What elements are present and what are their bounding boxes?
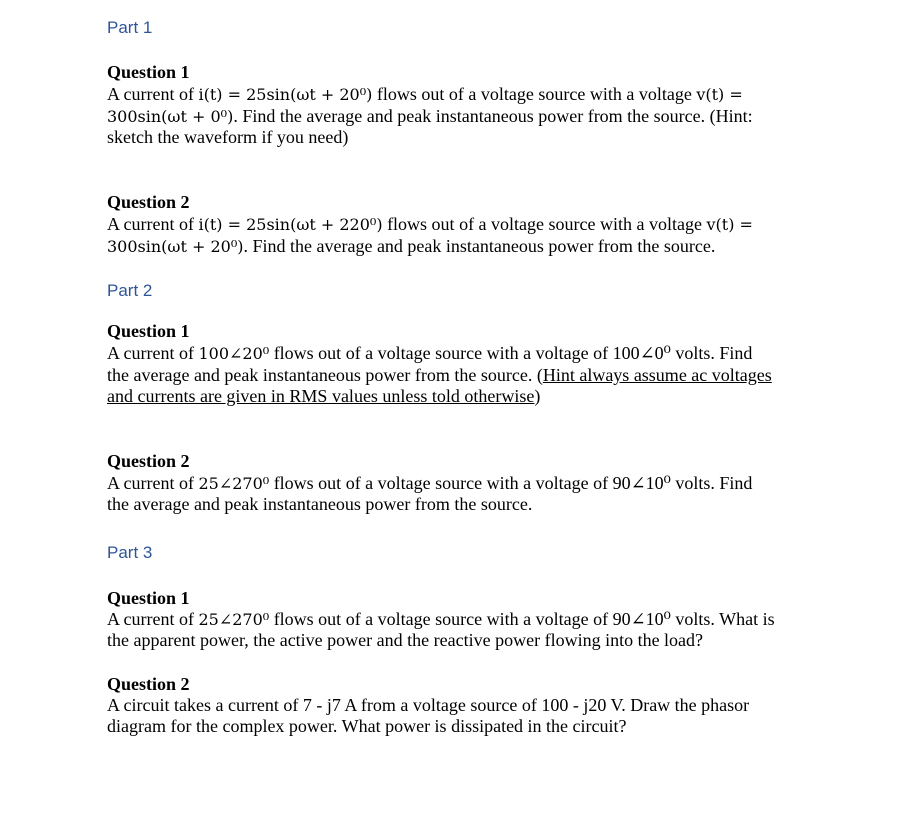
- part-3-question-2-title: Question 2: [107, 674, 190, 694]
- part-1-question-1-line-1: A current of i(t) = 25sin(ωt + 20⁰) flows out of a voltage source with a voltage v(t) =: [107, 84, 743, 104]
- part-2-question-1-title: Question 1: [107, 321, 190, 341]
- voltage-phasor: 90∠10⁰: [612, 473, 671, 493]
- part-1-question-1-title: Question 1: [107, 62, 190, 82]
- hint-text-cont: and currents are given in RMS values unless told otherwise: [107, 386, 535, 406]
- part-3-heading: Part 3: [107, 543, 153, 562]
- voltage-phasor: 100∠0⁰: [612, 343, 671, 363]
- current-phasor: 100∠20⁰: [198, 344, 270, 363]
- part-1-question-1-line-3: sketch the waveform if you need): [107, 127, 349, 147]
- part-2-question-1-line-1: A current of 100∠20⁰ flows out of a voltage source with a voltage of 100∠0⁰ volts. Find: [107, 343, 753, 363]
- part-1-question-2-title: Question 2: [107, 192, 190, 212]
- part-2-question-2-title: Question 2: [107, 451, 190, 471]
- voltage-phasor: 90∠10⁰: [612, 609, 671, 629]
- hint-text: Hint always assume ac voltages: [542, 365, 772, 385]
- part-2-heading: Part 2: [107, 281, 153, 300]
- current-expression: i(t) = 25sin(ωt + 20⁰): [198, 85, 373, 104]
- part-3-question-1-line-1: A current of 25∠270⁰ flows out of a voltage source with a voltage of 90∠10⁰ volts. What is: [107, 609, 775, 629]
- current-expression: i(t) = 25sin(ωt + 220⁰): [198, 215, 383, 234]
- voltage-expression-cont: 300sin(ωt + 0⁰): [107, 107, 234, 126]
- voltage-expression-cont: 300sin(ωt + 20⁰): [107, 237, 244, 256]
- part-1-question-1-line-2: 300sin(ωt + 0⁰). Find the average and peak instantaneous power from the source. (Hint:: [107, 106, 753, 126]
- part-1-question-2-line-1: A current of i(t) = 25sin(ωt + 220⁰) flows out of a voltage source with a voltage v(t) =: [107, 214, 753, 234]
- current-phasor: 25∠270⁰: [198, 610, 270, 629]
- voltage-expression: v(t) =: [706, 215, 753, 234]
- current-phasor: 25∠270⁰: [198, 474, 270, 493]
- part-3-question-1-title: Question 1: [107, 588, 190, 608]
- part-2-question-1-line-3: and currents are given in RMS values unless told otherwise): [107, 386, 541, 406]
- part-1-heading: Part 1: [107, 18, 153, 37]
- part-3-question-2-line-1: A circuit takes a current of 7 - j7 A from a voltage source of 100 - j20 V. Draw the phasor: [107, 695, 750, 715]
- part-3-question-2-line-2: diagram for the complex power. What power is dissipated in the circuit?: [107, 716, 627, 736]
- part-1-question-2-line-2: 300sin(ωt + 20⁰). Find the average and peak instantaneous power from the source.: [107, 236, 716, 256]
- part-3-question-1-line-2: the apparent power, the active power and the reactive power flowing into the load?: [107, 630, 704, 650]
- part-2-question-1-line-2: the average and peak instantaneous power from the source. (Hint always assume ac voltages: [107, 365, 772, 385]
- part-2-question-2-line-1: A current of 25∠270⁰ flows out of a voltage source with a voltage of 90∠10⁰ volts. Find: [107, 473, 753, 493]
- part-2-question-2-line-2: the average and peak instantaneous power from the source.: [107, 494, 533, 514]
- voltage-expression: v(t) =: [696, 85, 743, 104]
